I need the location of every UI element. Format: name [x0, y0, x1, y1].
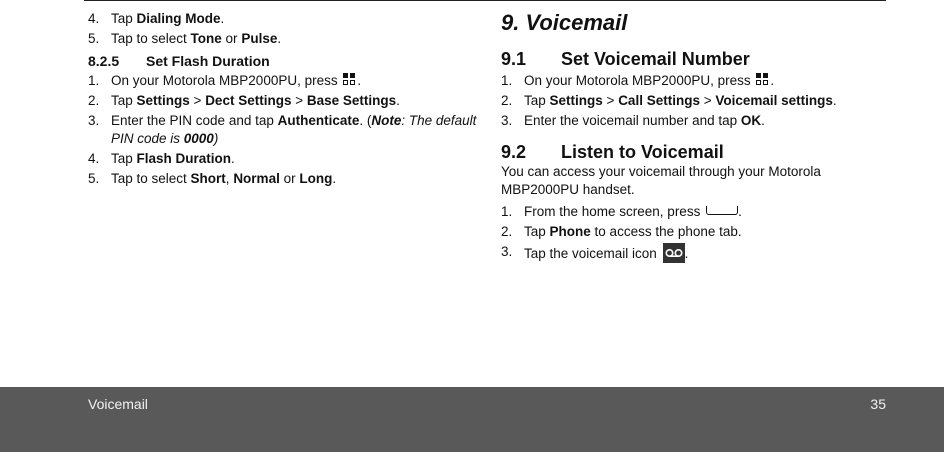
item-number: 5. — [88, 31, 100, 46]
list-item: 1. On your Motorola MBP2000PU, press . — [501, 73, 775, 88]
voicemail-icon — [663, 243, 685, 263]
section-heading-9-2: 9.2 Listen to Voicemail — [501, 142, 724, 162]
item-number: 4. — [88, 11, 100, 26]
list-item: 5. Tap to select Short, Normal or Long. — [88, 171, 337, 186]
page-footer — [0, 387, 944, 452]
list-item: 5. Tap to select Tone or Pulse. — [88, 31, 282, 46]
softkey-icon — [706, 206, 738, 215]
left-column — [88, 8, 478, 188]
list-item: 4. Tap Dialing Mode. — [88, 11, 225, 26]
chapter-title: 9. Voicemail — [501, 10, 628, 35]
intro-paragraph: You can access your voicemail through your Motorola MBP2000PU handset. — [501, 164, 821, 197]
menu-key-icon — [756, 73, 770, 87]
list-item: 3. Tap the voicemail icon . — [501, 244, 689, 261]
menu-key-icon — [343, 73, 357, 87]
section-heading-8-2-5: 8.2.5 Set Flash Duration — [88, 53, 270, 69]
top-rule — [84, 0, 886, 1]
section-heading-9-1: 9.1 Set Voicemail Number — [501, 49, 750, 69]
list-item: 1. From the home screen, press . — [501, 204, 742, 219]
list-item: 2. Tap Phone to access the phone tab. — [501, 224, 742, 239]
right-column — [501, 8, 891, 263]
list-item: 3. Enter the PIN code and tap Authenticate. (Note: The default PIN code is 0000) — [88, 113, 477, 146]
page-number: 35 — [870, 396, 886, 412]
list-item: 2. Tap Settings > Dect Settings > Base Settings. — [88, 93, 400, 108]
list-item: 1. On your Motorola MBP2000PU, press . — [88, 73, 362, 88]
list-item: 2. Tap Settings > Call Settings > Voicemail settings. — [501, 93, 837, 108]
footer-chapter-title: Voicemail — [88, 396, 148, 412]
list-item: 3. Enter the voicemail number and tap OK. — [501, 113, 765, 128]
list-item: 4. Tap Flash Duration. — [88, 151, 235, 166]
